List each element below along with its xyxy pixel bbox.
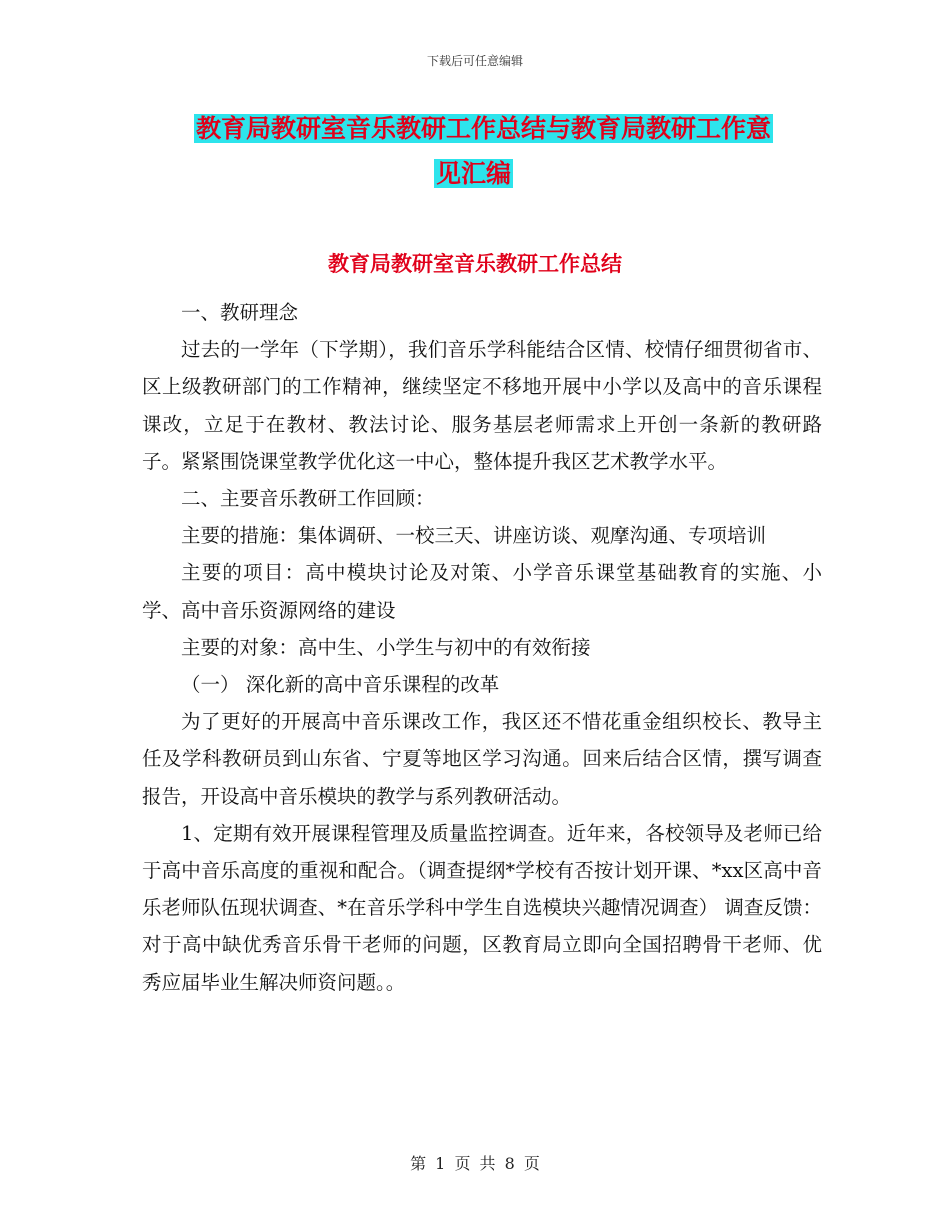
document-title-text-1: 教育局教研室音乐教研工作总结与教育局教研工作意 <box>196 114 772 143</box>
paragraph-heading-1: 一、教研理念 <box>181 301 299 324</box>
page-footer: 第 1 页 共 8 页 <box>410 1154 540 1173</box>
paragraph-subheading: （一） 深化新的高中音乐课程的改革 <box>181 673 500 697</box>
document-title-line-1 <box>194 111 773 147</box>
section-title: 教育局教研室音乐教研工作总结 <box>328 251 622 276</box>
header-note: 下载后可任意编辑 <box>426 54 523 68</box>
document-title-text-2: 见汇编 <box>436 159 512 188</box>
paragraph: 主要的项目：高中模块讨论及对策、小学音乐课堂基础教育的实施、小学、高中音乐资源网络的建设 <box>142 561 822 622</box>
document-title-line-2 <box>434 156 513 192</box>
paragraph: 为了更好的开展高中音乐课改工作，我区还不惜花重金组织校长、教导主任及学科教研员到山东省、宁夏等地区学习沟通。回来后结合区情，撰写调查报告，开设高中音乐模块的教学与系列教研活动。 <box>142 710 822 808</box>
paragraph: 主要的对象：高中生、小学生与初中的有效衔接 <box>181 635 591 659</box>
paragraph: 过去的一学年（下学期），我们音乐学科能结合区情、校情仔细贯彻省市、区上级教研部门的工作精神，继续坚定不移地开展中小学以及高中的音乐课程课改，立足于在教材、教法讨论、服务基层老师需求上开创一条新的教研路子。紧紧围饶课堂教学优化这一中心，整体提升我区艺术教学水平。 <box>142 338 822 473</box>
paragraph-heading-2: 二、主要音乐教研工作回顾： <box>181 487 435 511</box>
paragraph: 主要的措施：集体调研、一校三天、讲座访谈、观摩沟通、专项培训 <box>181 524 767 548</box>
document-body <box>142 294 822 1001</box>
paragraph: 1、定期有效开展课程管理及质量监控调查。近年来，各校领导及老师已给于高中音乐高度的重视和配合。（调查提纲*学校有否按计划开课、*xx区高中音乐老师队伍现状调查、*在音乐学科中学生自选模块兴趣情况调查） 调查反馈：对于高中缺优秀音乐骨干老师的问题，区教育局立即向全国招聘骨干老师、优秀应届毕业生解决师资问题。。 <box>142 821 822 994</box>
